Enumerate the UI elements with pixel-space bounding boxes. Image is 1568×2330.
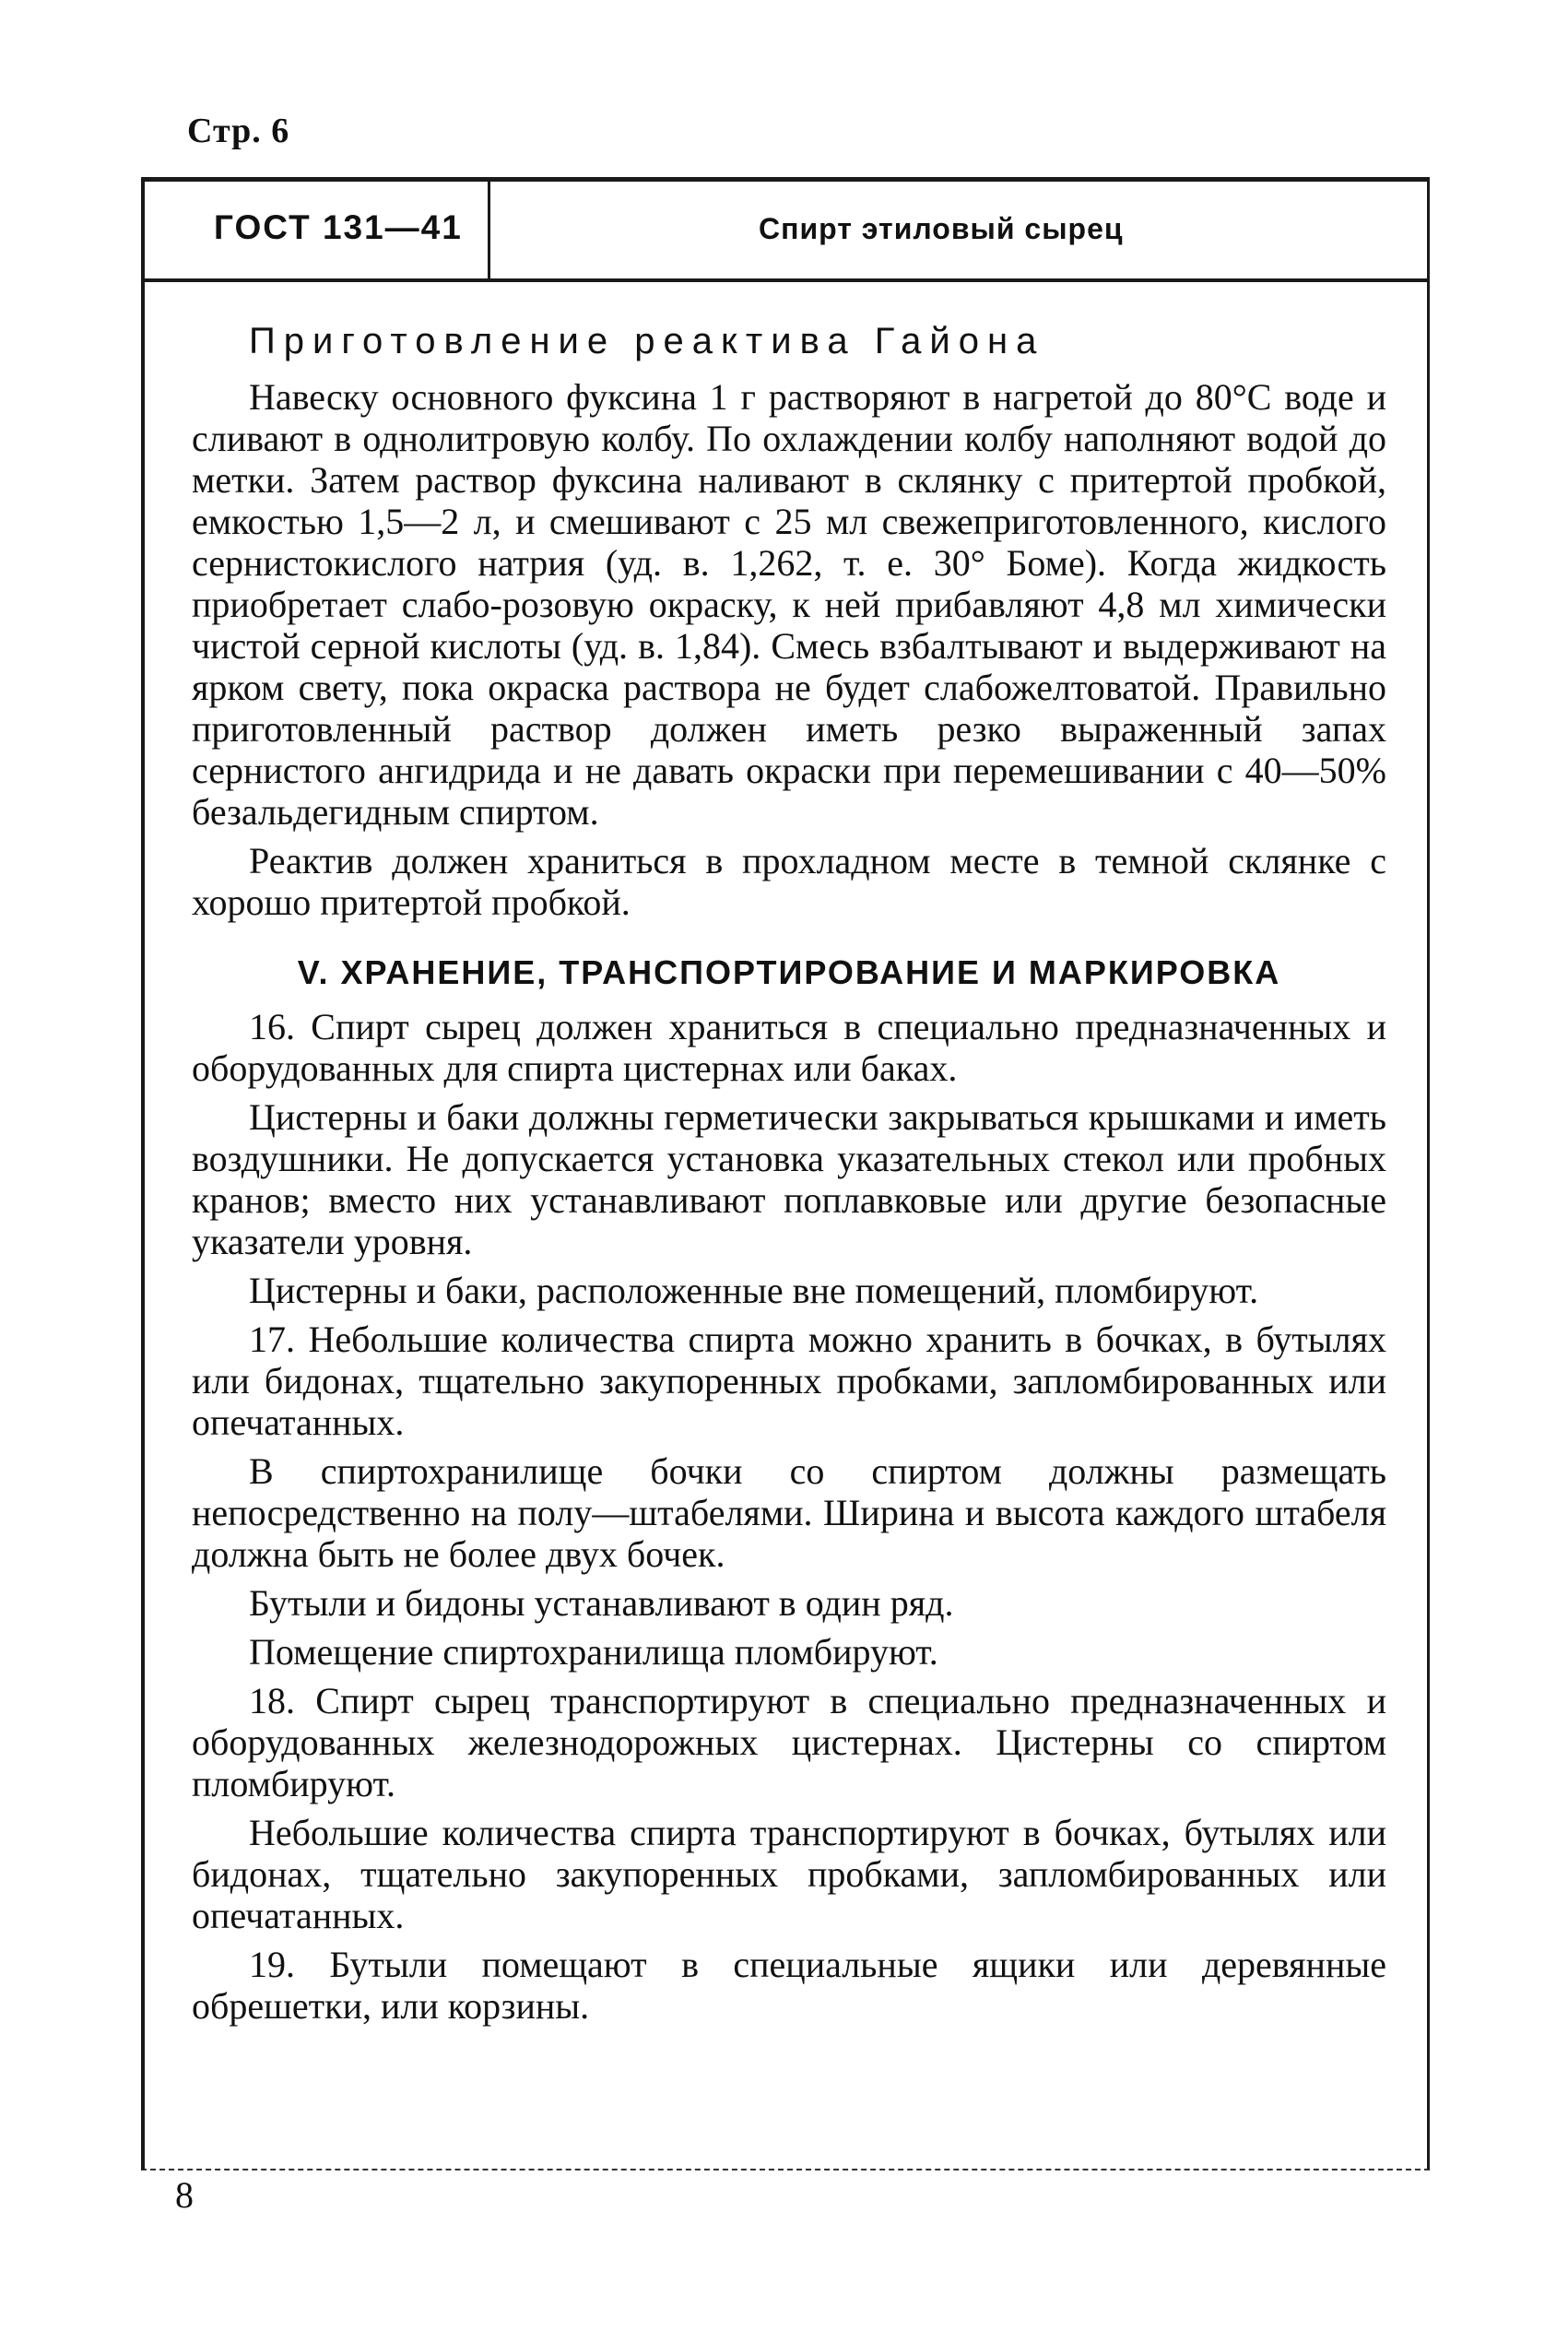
reagent-title: Приготовление реактива Гайона <box>249 321 1045 361</box>
paragraph: 19. Бутыли помещают в специальные ящики или деревянные обрешетки, или корзины. <box>192 1944 1386 2027</box>
paragraph: Реактив должен храниться в прохладном месте в темной склянке с хорошо притертой пробкой. <box>192 840 1386 923</box>
paragraph: 18. Спирт сырец транспортируют в специально предназначенных и оборудованных железнодорожных цистернах. Цистерны со спиртом пломбируют. <box>192 1680 1386 1804</box>
page-number: 8 <box>175 2174 194 2216</box>
paragraph: Навеску основного фуксина 1 г растворяют в нагретой до 80°С воде и сливают в однолитровую колбу. По охлаждении колбу наполняют водой до метки. Затем раствор фуксина наливают в склянку с притертой пробкой, емкостью 1,5—2 л, и смешивают с 25 мл свежеприготовленного, кислого сернистокислого натрия (уд. в. 1,262, т. е. 30° Боме). Когда жидкость приобретает слабо-розовую окраску, к ней прибавляют 4,8 мл химически чистой серной кислоты (уд. в. 1,84). Смесь взбалтывают и выдерживают на ярком свету, пока окраска раствора не будет слабожелтоватой. Правильно приготовленный раствор должен иметь резко выраженный запах сернистого ангидрида и не давать окраски при перемешивании с 40—50% безальдегидным спиртом. <box>192 376 1386 833</box>
header-top-rule <box>141 177 1430 182</box>
paragraph: Цистерны и баки должны герметически закрываться крышками и иметь воздушники. Не допускается установка указательных стекол или пробных кранов; вместо них устанавливают поплавковые или другие безопасные указатели уровня. <box>192 1096 1386 1262</box>
paragraph: 17. Небольшие количества спирта можно хранить в бочках, в бутылях или бидонах, тщательно закупоренных пробками, запломбированных или опечатанных. <box>192 1319 1386 1443</box>
paragraph: Помещение спиртохранилища пломбируют. <box>249 1631 938 1673</box>
header-divider <box>488 182 490 278</box>
paragraph: В спиртохранилище бочки со спиртом должны размещать непосредственно на полу—штабелями. Ширина и высота каждого штабеля должна быть не более двух бочек. <box>192 1450 1386 1575</box>
header-bottom-rule <box>141 278 1430 282</box>
paragraph: Цистерны и баки, расположенные вне помещений, пломбируют. <box>249 1270 1259 1311</box>
document-title: Спирт этиловый сырец <box>759 212 1124 245</box>
page-content <box>192 315 1386 2034</box>
section-title: V. ХРАНЕНИЕ, ТРАНСПОРТИРОВАНИЕ И МАРКИРОВКА <box>297 953 1281 991</box>
paragraph: Бутыли и бидоны устанавливают в один ряд. <box>249 1582 954 1624</box>
paragraph: 16. Спирт сырец должен храниться в специально предназначенных и оборудованных для спирта цистернах или баках. <box>192 1006 1386 1089</box>
standard-number: ГОСТ 131—41 <box>214 208 463 246</box>
page-label: Стр. 6 <box>187 112 290 150</box>
paragraph: Небольшие количества спирта транспортируют в бочках, бутылях или бидонах, тщательно закупоренных пробками, запломбированных или опечатанных. <box>192 1812 1386 1936</box>
